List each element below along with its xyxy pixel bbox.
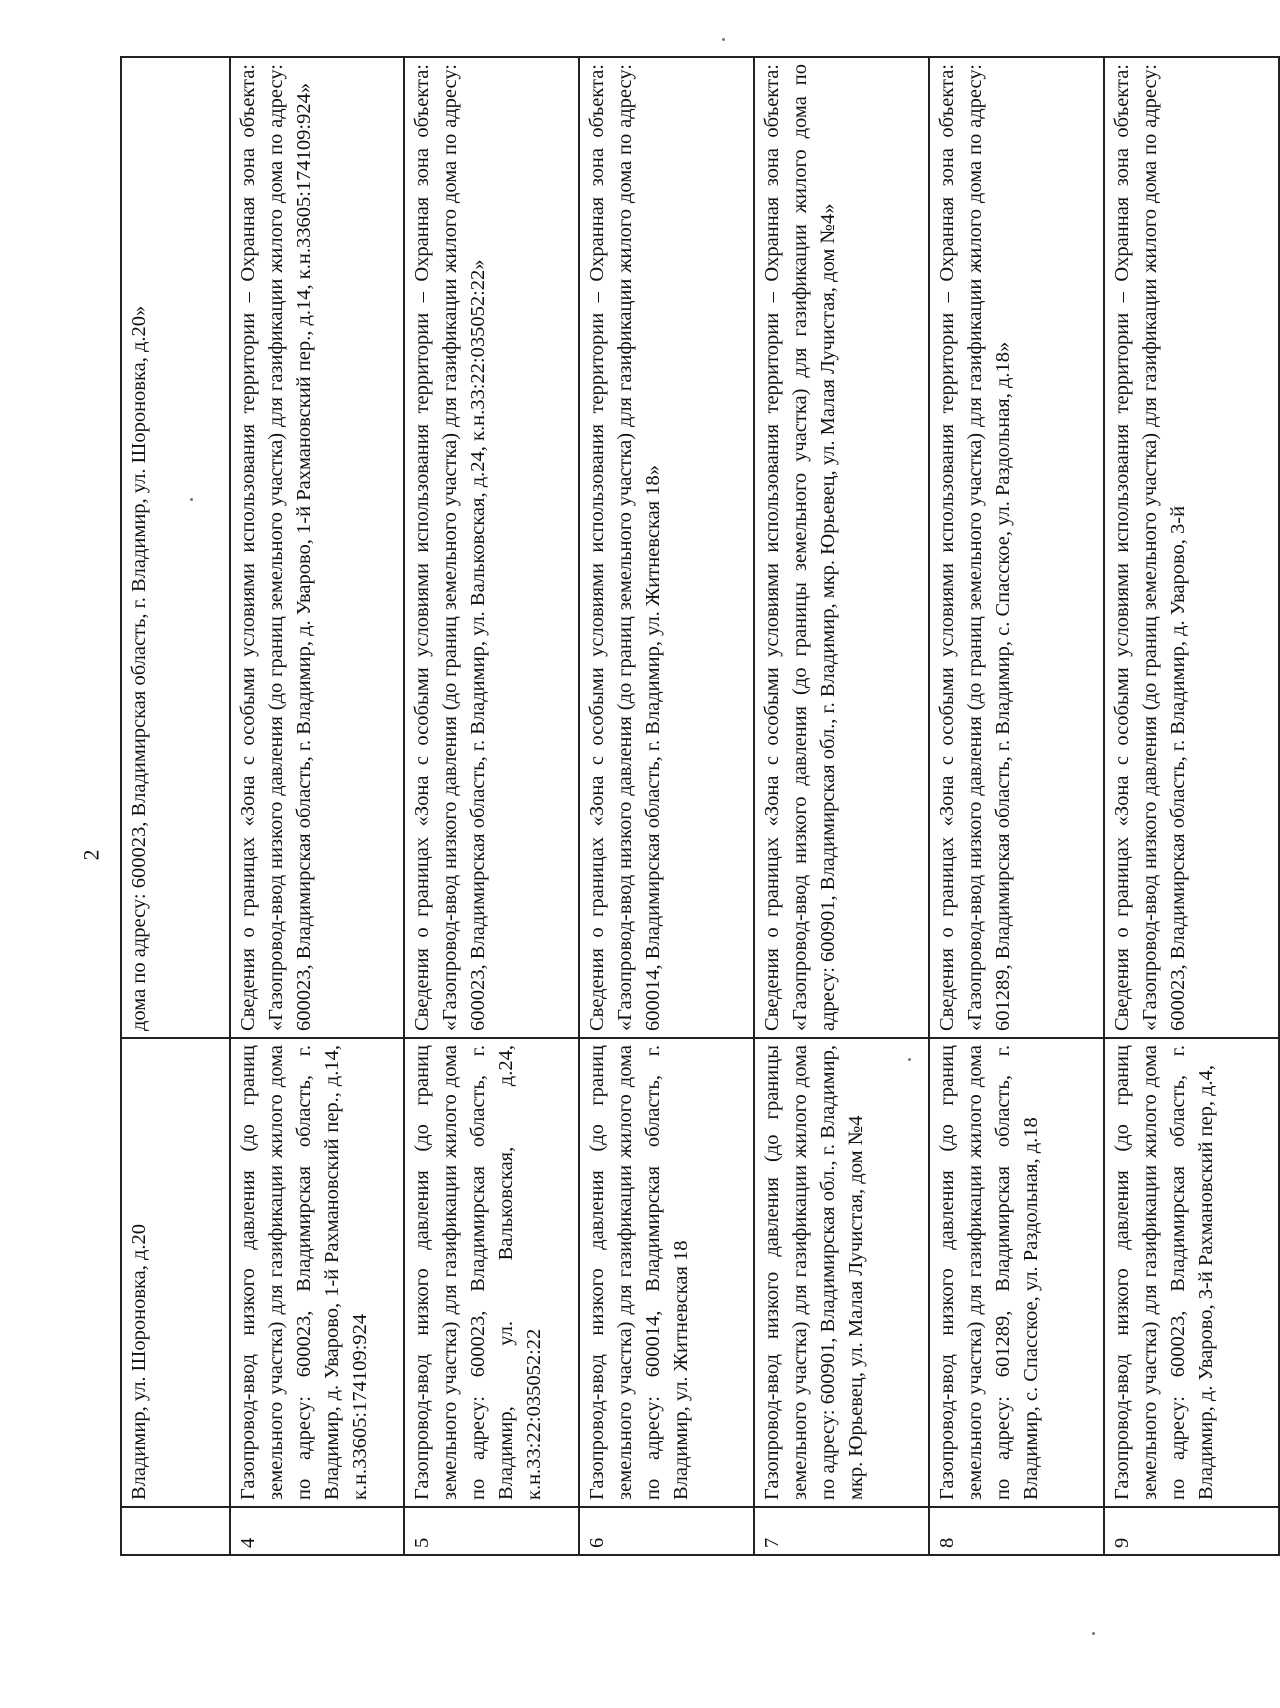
zone-info-cell: Сведения о границах «Зона с особыми условиями использования территории – Охранная зона объекта: «Газопровод-ввод низкого давления (до границ земельного участка) для газификации жилого дома по адресу: 600023, Владимирская область, г. Владимир, д. Уварово, 1-й Рахмановский пер., д.14, к.н.33605:174109:924» [230, 57, 405, 1038]
scan-speck [1092, 1632, 1095, 1635]
row-number-cell [121, 1507, 230, 1555]
table-row [579, 57, 754, 1555]
table-row [754, 57, 929, 1555]
row-number-cell: 7 [754, 1507, 929, 1555]
scan-speck [190, 498, 193, 501]
zone-info-cell: дома по адресу: 600023, Владимирская область, г. Владимир, ул. Шороновка, д.20» [121, 57, 230, 1038]
zone-info-cell: Сведения о границах «Зона с особыми условиями использования территории – Охранная зона объекта: «Газопровод-ввод низкого давления (до границы земельного участка) для газификации жилого дома по адресу: 600901, Владимирская обл., г. Владимир, мкр. Юрьевец, ул. Малая Лучистая, дом №4» [754, 57, 929, 1038]
rotated-table-container [120, 56, 1280, 1556]
zone-info-cell: Сведения о границах «Зона с особыми условиями использования территории – Охранная зона объекта: «Газопровод-ввод низкого давления (до границ земельного участка) для газификации жилого дома по адресу: 600023, Владимирская область, г. Владимир, ул. Вальковская, д.24, к.н.33:22:035052:22» [404, 57, 579, 1038]
zone-info-cell: Сведения о границах «Зона с особыми условиями использования территории – Охранная зона объекта: «Газопровод-ввод низкого давления (до границ земельного участка) для газификации жилого дома по адресу: 600023, Владимирская область, г. Владимир, д. Уварово, 3-й [1104, 57, 1279, 1038]
zone-info-cell: Сведения о границах «Зона с особыми условиями использования территории – Охранная зона объекта: «Газопровод-ввод низкого давления (до границ земельного участка) для газификации жилого дома по адресу: 600014, Владимирская область, г. Владимир, ул. Житневская 18» [579, 57, 754, 1038]
table-row [404, 57, 579, 1555]
row-number-cell: 8 [929, 1507, 1104, 1555]
table-row [230, 57, 405, 1555]
table-row [1104, 57, 1279, 1555]
object-name-cell: Владимир, ул. Шороновка, д.20 [121, 1038, 230, 1507]
table-row [929, 57, 1104, 1555]
zone-info-cell: Сведения о границах «Зона с особыми условиями использования территории – Охранная зона объекта: «Газопровод-ввод низкого давления (до границ земельного участка) для газификации жилого дома по адресу: 601289, Владимирская область, г. Владимир, с. Спасское, ул. Раздольная, д.18» [929, 57, 1104, 1038]
row-number-cell: 4 [230, 1507, 405, 1555]
page-number: 2 [78, 849, 104, 861]
object-name-cell: Газопровод-ввод низкого давления (до границ земельного участка) для газификации жилого дома по адресу: 600023, Владимирская область, г. Владимир, ул. Вальковская, д.24, к.н.33:22:035052:22 [404, 1038, 579, 1507]
table-row [121, 57, 230, 1555]
row-number-cell: 6 [579, 1507, 754, 1555]
object-name-cell: Газопровод-ввод низкого давления (до границ земельного участка) для газификации жилого дома по адресу: 600023, Владимирская область, г. Владимир, д. Уварово, 3-й Рахмановский пер, д.4, [1104, 1038, 1279, 1507]
row-number-cell: 5 [404, 1507, 579, 1555]
scan-speck [722, 38, 725, 41]
row-number-cell: 9 [1104, 1507, 1279, 1555]
object-name-cell: Газопровод-ввод низкого давления (до границ земельного участка) для газификации жилого дома по адресу: 600014, Владимирская область, г. Владимир, ул. Житневская 18 [579, 1038, 754, 1507]
object-name-cell: Газопровод-ввод низкого давления (до границы земельного участка) для газификации жилого дома по адресу: 600901, Владимирская обл., г. Владимир, мкр. Юрьевец, ул. Малая Лучистая, дом №4 [754, 1038, 929, 1507]
scan-speck [908, 1058, 911, 1061]
zones-table [120, 56, 1280, 1556]
object-name-cell: Газопровод-ввод низкого давления (до границ земельного участка) для газификации жилого дома по адресу: 600023, Владимирская область, г. Владимир, д. Уварово, 1-й Рахмановский пер., д.14, к.н.33605:174109:924 [230, 1038, 405, 1507]
object-name-cell: Газопровод-ввод низкого давления (до границ земельного участка) для газификации жилого дома по адресу: 601289, Владимирская область, г. Владимир, с. Спасское, ул. Раздольная, д.18 [929, 1038, 1104, 1507]
